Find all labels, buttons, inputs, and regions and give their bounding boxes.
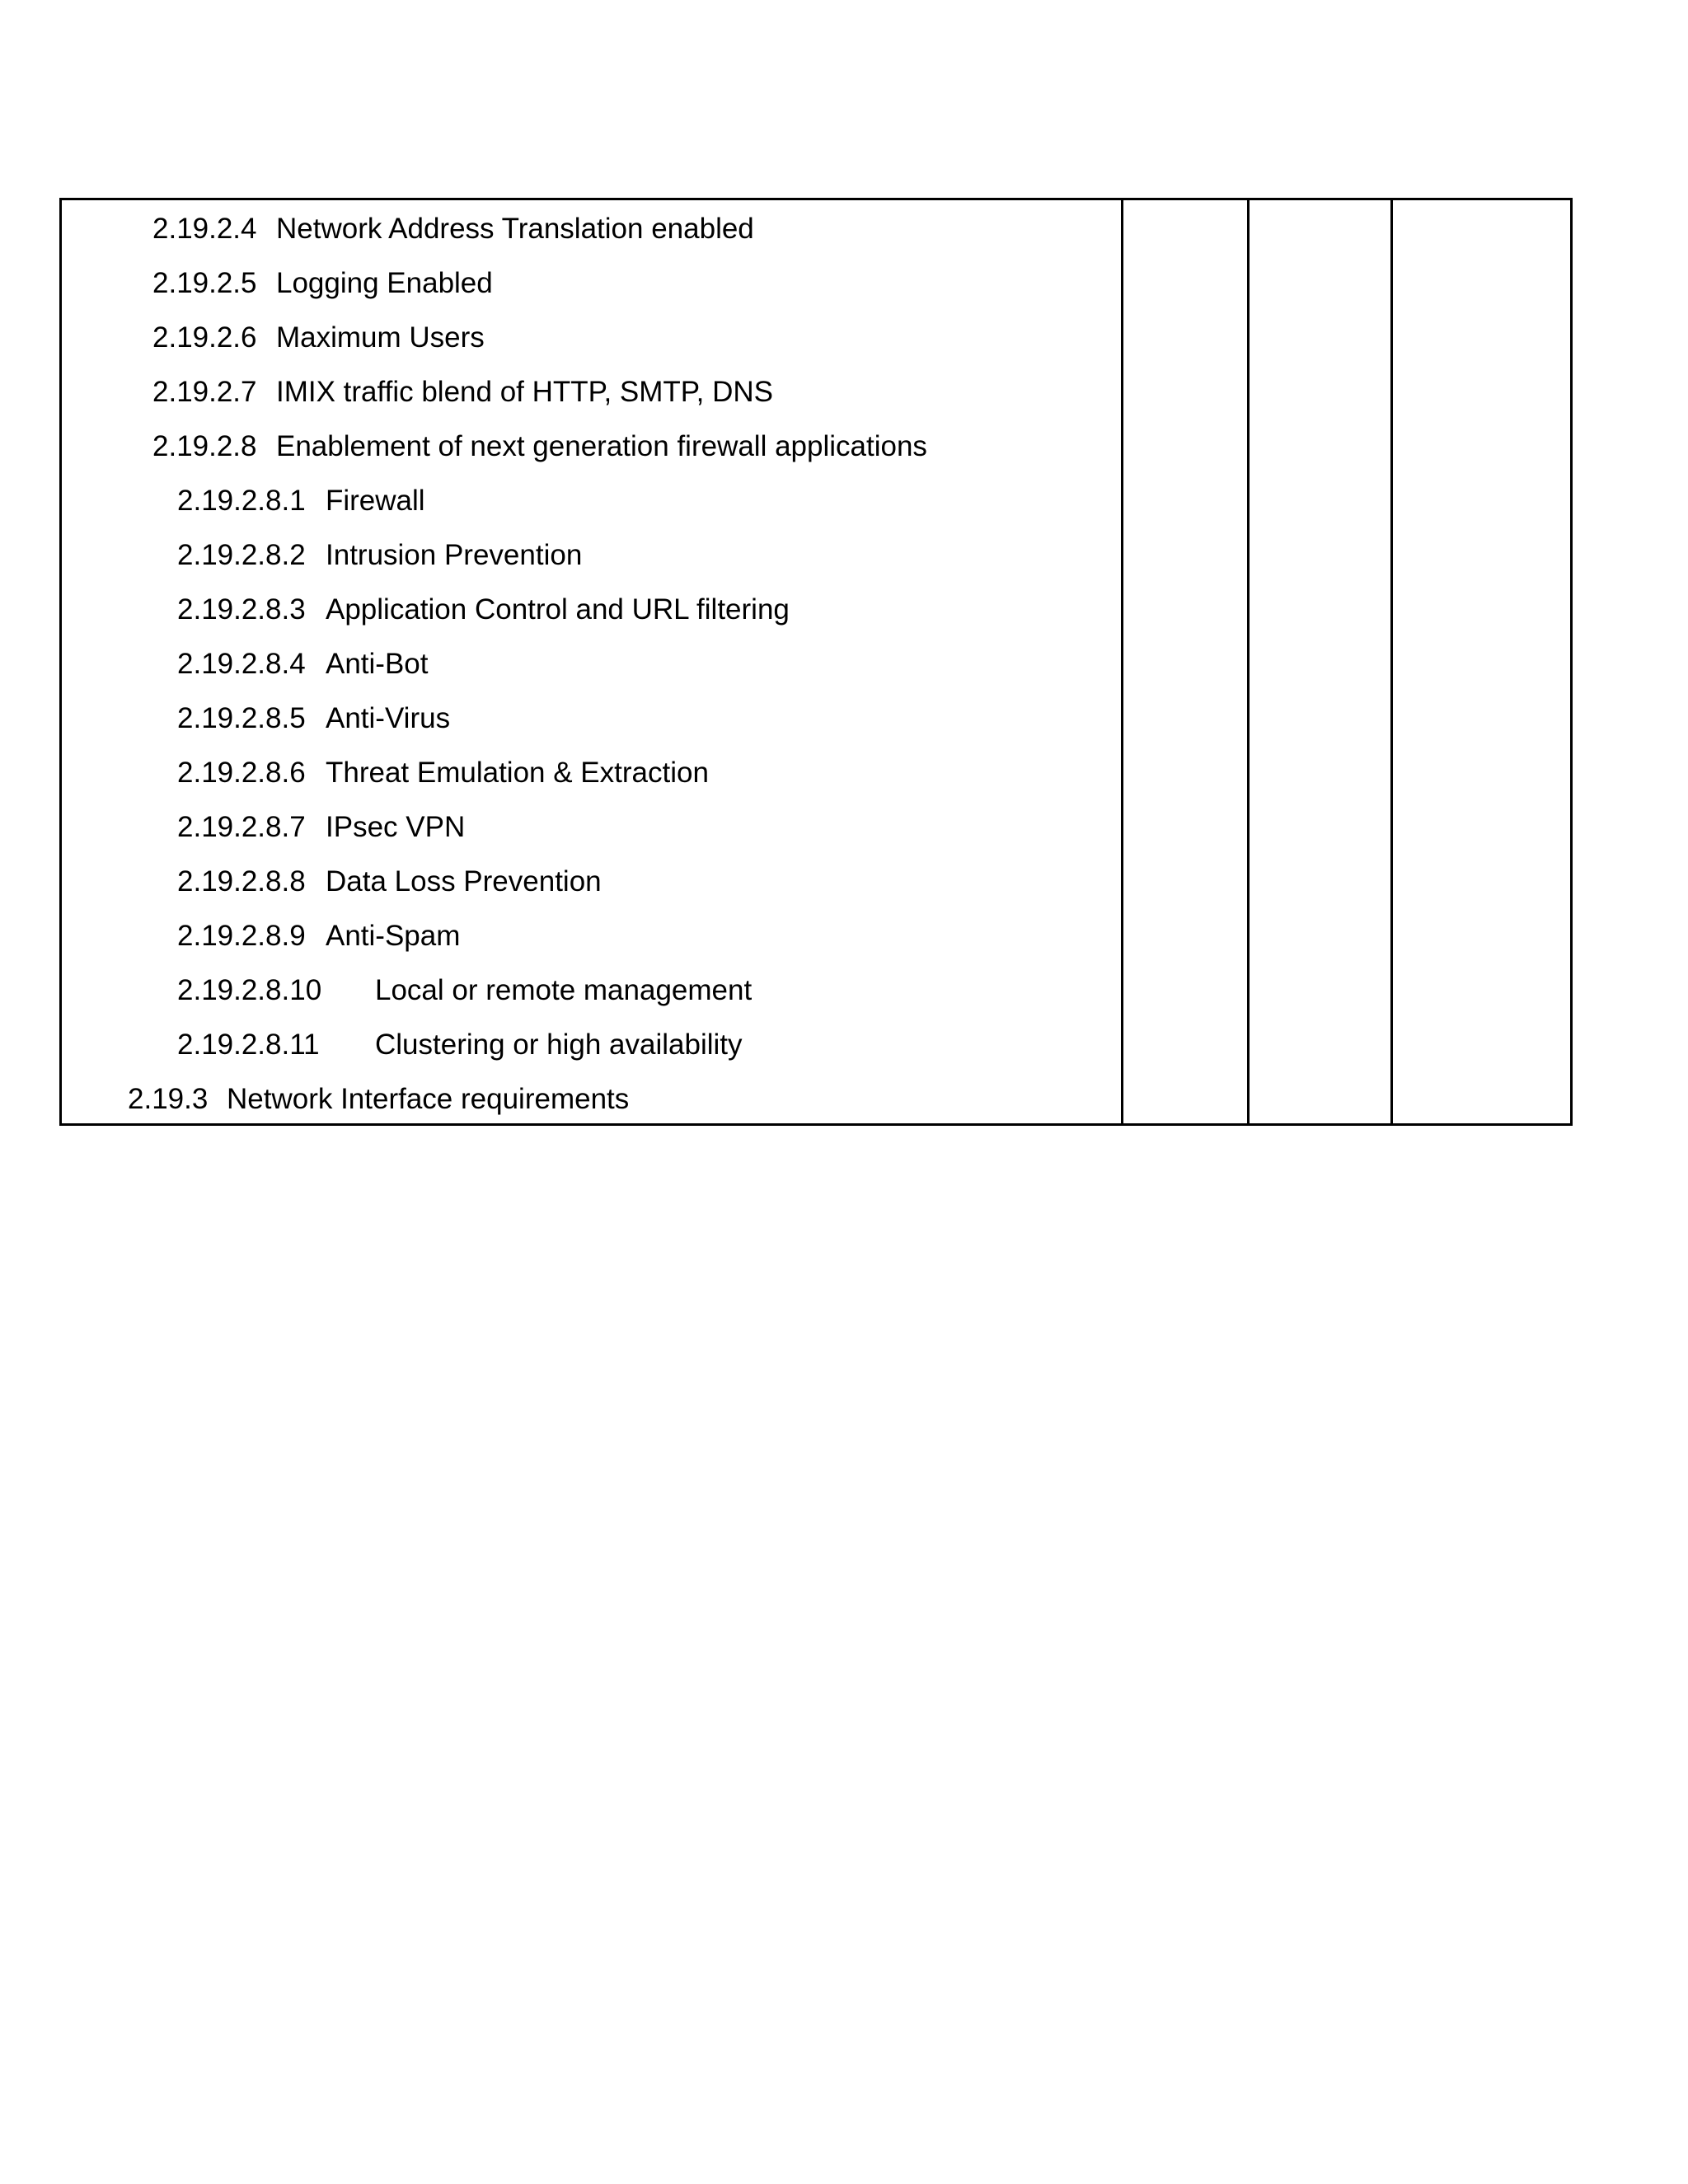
requirement-label: Network Interface requirements — [227, 1083, 630, 1115]
requirement-number: 2.19.2.8 — [152, 430, 257, 462]
requirement-label: Intrusion Prevention — [326, 539, 583, 571]
requirement-label: Firewall — [326, 485, 425, 517]
column-divider — [1121, 200, 1123, 1123]
requirement-number: 2.19.2.8.3 — [177, 593, 306, 626]
requirement-number: 2.19.2.6 — [152, 321, 257, 354]
requirement-number: 2.19.2.7 — [152, 376, 257, 408]
requirement-label: Logging Enabled — [276, 267, 493, 299]
column-divider — [1390, 200, 1393, 1123]
requirement-label: Anti-Virus — [326, 702, 451, 734]
requirement-label: Threat Emulation & Extraction — [326, 757, 709, 789]
requirement-label: Application Control and URL filtering — [326, 593, 790, 626]
requirement-label: Data Loss Prevention — [326, 865, 602, 898]
requirement-number: 2.19.2.8.11 — [177, 1029, 320, 1061]
requirement-label: Enablement of next generation firewall applications — [276, 430, 927, 462]
requirement-label: Network Address Translation enabled — [276, 213, 754, 245]
requirement-number: 2.19.2.8.6 — [177, 757, 306, 789]
requirement-label: Anti-Spam — [326, 920, 461, 952]
requirement-number: 2.19.2.8.1 — [177, 485, 306, 517]
requirement-number: 2.19.2.8.7 — [177, 811, 306, 843]
requirement-number: 2.19.2.5 — [152, 267, 257, 299]
requirement-number: 2.19.2.8.9 — [177, 920, 306, 952]
requirement-label: Local or remote management — [375, 974, 753, 1006]
requirements-table — [59, 198, 1573, 1126]
requirement-label: Clustering or high availability — [375, 1029, 743, 1061]
requirement-number: 2.19.2.8.2 — [177, 539, 306, 571]
requirement-label: IMIX traffic blend of HTTP, SMTP, DNS — [276, 376, 773, 408]
requirement-number: 2.19.2.8.4 — [177, 648, 306, 680]
requirement-label: Maximum Users — [276, 321, 485, 354]
requirement-number: 2.19.2.8.8 — [177, 865, 306, 898]
requirement-number: 2.19.2.8.5 — [177, 702, 306, 734]
requirement-label: Anti-Bot — [326, 648, 429, 680]
requirement-number: 2.19.2.8.10 — [177, 974, 322, 1006]
column-divider — [1247, 200, 1250, 1123]
requirement-label: IPsec VPN — [326, 811, 466, 843]
requirement-number: 2.19.3 — [128, 1083, 209, 1115]
requirement-number: 2.19.2.4 — [152, 213, 257, 245]
